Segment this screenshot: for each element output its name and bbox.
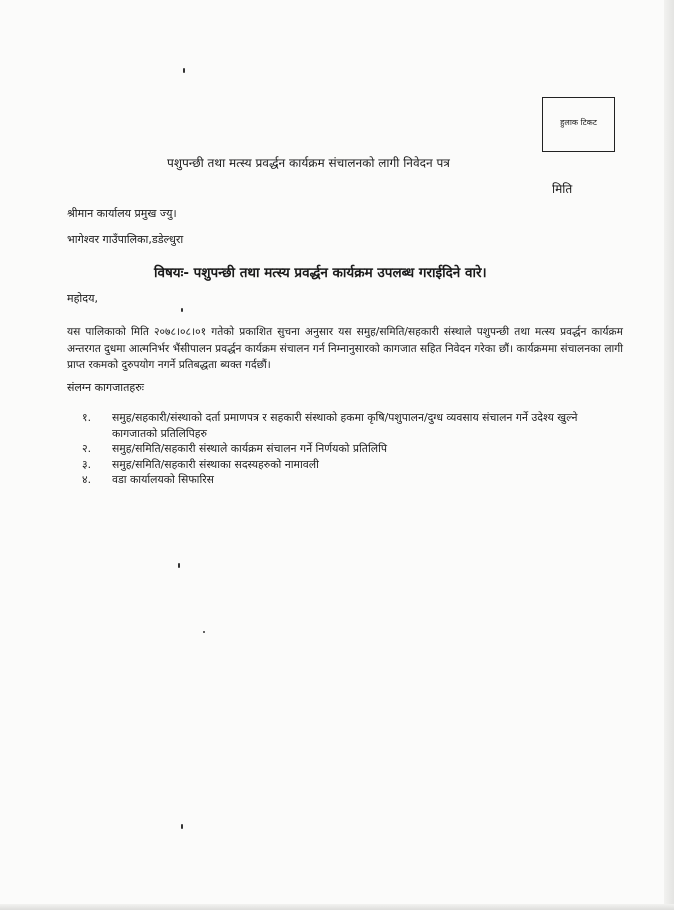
list-item bbox=[82, 457, 622, 473]
office-address: भागेश्वर गाउँपालिका,डडेल्धुरा bbox=[67, 233, 184, 246]
scan-speck bbox=[178, 563, 180, 568]
list-item bbox=[82, 410, 622, 441]
list-item-number: ४. bbox=[82, 473, 92, 486]
list-item bbox=[82, 472, 622, 488]
document-title: पशुपन्छी तथा मत्स्य प्रवर्द्धन कार्यक्रम संचालनको लागी निवेदन पत्र bbox=[167, 156, 450, 170]
list-item-text: समुह/समिति/सहकारी संस्थाले कार्यक्रम संचालन गर्ने निर्णयको प्रतिलिपि bbox=[112, 442, 388, 455]
addressee: श्रीमान कार्यालय प्रमुख ज्यु। bbox=[67, 207, 177, 220]
list-item-number: ३. bbox=[82, 457, 92, 471]
scan-speck bbox=[183, 68, 185, 73]
list-item-text: समुह/समिति/सहकारी संस्थाका सदस्यहरुको नामावली bbox=[112, 457, 319, 471]
paper-edge-shadow bbox=[664, 0, 674, 910]
scan-speck bbox=[181, 824, 183, 829]
list-item bbox=[82, 441, 622, 457]
scan-speck bbox=[203, 631, 205, 633]
paper-bottom-edge bbox=[0, 904, 674, 910]
scan-speck bbox=[181, 308, 183, 312]
attachments-heading: संलग्न कागजातहरुः bbox=[67, 381, 144, 394]
salutation: महोदय, bbox=[67, 292, 98, 305]
postage-stamp-box bbox=[542, 97, 615, 152]
attachments-list bbox=[82, 410, 622, 488]
list-item-text: वडा कार्यालयको सिफारिस bbox=[112, 473, 214, 486]
body-paragraph: यस पालिकाको मिति २०७८।०८।०१ गतेको प्रकाशित सुचना अनुसार यस समुह/समिति/सहकारी संस्थाले पशुपन्छी तथा मत्स्य प्रवर्द्धन कार्यक्रम अन्तरगत दुधमा आत्मनिर्भर भैंसीपालन प्रवर्द्धन कार्यक्रम संचालन गर्न निम्नानुसारको कागजात सहित निवेदन गरेका छौं। कार्यक्रममा संचालनका लागी प्राप्त रकमको दुरुपयोग नगर्ने प्रतिबद्धता ब्यक्त गर्दछौं। bbox=[67, 326, 623, 371]
list-item-number: १. bbox=[82, 411, 92, 424]
date-label: मिति bbox=[552, 182, 573, 196]
postage-stamp-label: हुलाक टिकट bbox=[560, 118, 597, 127]
list-item-text: समुह/सहकारी/संस्थाको दर्ता प्रमाणपत्र र सहकारी संस्थाको हकमा कृषि/पशुपालन/दुग्ध व्यवसाय संचालन गर्ने उदेश्य खुल्ने कागजातको प्रतिलिपिहरु bbox=[112, 411, 578, 440]
list-item-number: २. bbox=[82, 442, 92, 455]
subject-line: विषयः- पशुपन्छी तथा मत्स्य प्रवर्द्धन कार्यक्रम उपलब्ध गराईदिने वारे। bbox=[154, 265, 487, 281]
